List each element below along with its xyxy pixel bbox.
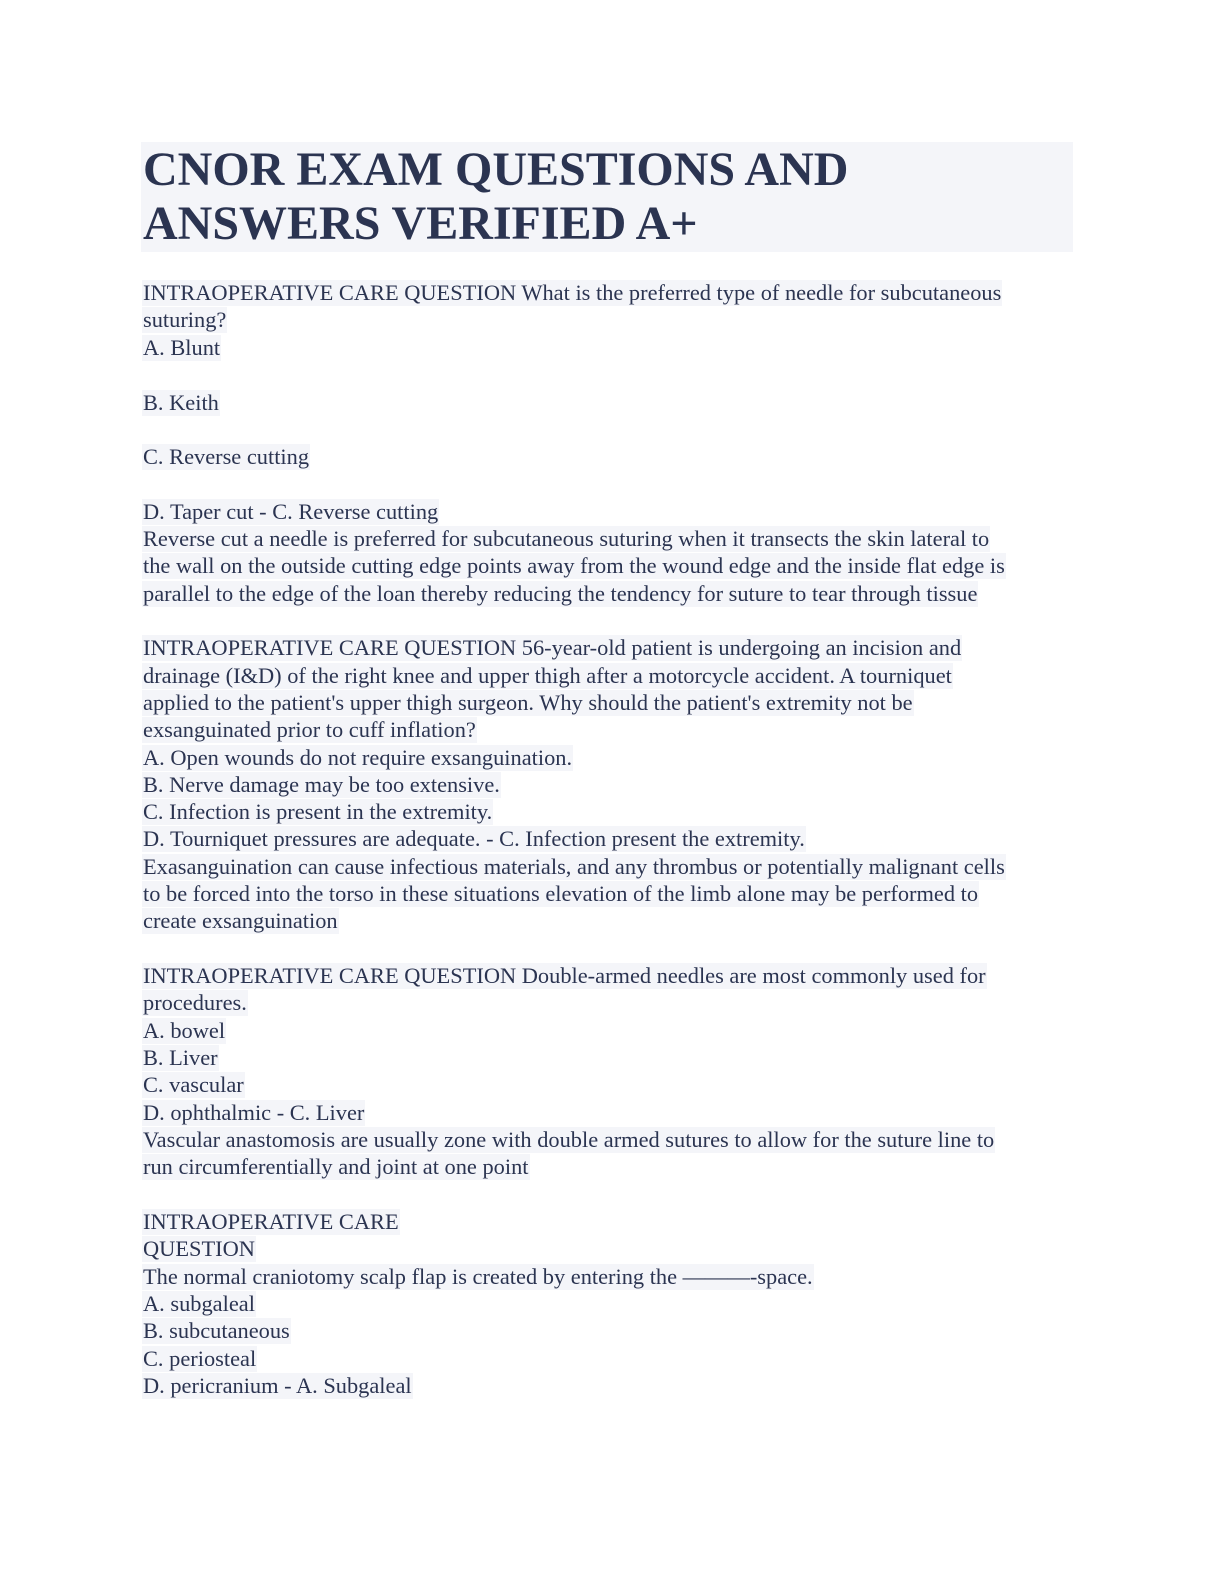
title-line-1: CNOR EXAM QUESTIONS AND [143, 143, 849, 196]
document-title [141, 142, 1073, 252]
answer-option: A. Open wounds do not require exsanguination. [143, 745, 573, 770]
explanation-text: create exsanguination [143, 908, 338, 933]
title-line-2: ANSWERS VERIFIED A+ [143, 197, 698, 250]
explanation-text: parallel to the edge of the loan thereby reducing the tendency for suture to tear through tissue [143, 581, 978, 606]
answer-option: D. pericranium - A. Subgaleal [143, 1373, 412, 1398]
question-text: drainage (I&D) of the right knee and upper thigh after a motorcycle accident. A tourniquet [143, 663, 952, 688]
answer-option: A. bowel [143, 1018, 226, 1043]
explanation-text: Reverse cut a needle is preferred for subcutaneous suturing when it transects the skin lateral to [143, 526, 990, 551]
question-text: INTRAOPERATIVE CARE QUESTION 56-year-old patient is undergoing an incision and [143, 635, 962, 660]
explanation-text: Exasanguination can cause infectious materials, and any thrombus or potentially malignant cells [143, 854, 1005, 879]
answer-option: D. Tourniquet pressures are adequate. - C. Infection present the extremity. [143, 826, 805, 851]
answer-option: C. vascular [143, 1072, 244, 1097]
question-text: INTRAOPERATIVE CARE QUESTION Double-armed needles are most commonly used for [143, 963, 986, 988]
answer-option: B. Nerve damage may be too extensive. [143, 772, 500, 797]
explanation-text: to be forced into the torso in these situations elevation of the limb alone may be performed to [143, 881, 979, 906]
question-text: suturing? [143, 307, 227, 332]
answer-option: A. Blunt [143, 335, 221, 360]
question-text: QUESTION [143, 1236, 255, 1261]
question-text: INTRAOPERATIVE CARE QUESTION What is the preferred type of needle for subcutaneous [143, 280, 1002, 305]
explanation-text: Vascular anastomosis are usually zone with double armed sutures to allow for the suture line to [143, 1127, 995, 1152]
question-text: exsanguinated prior to cuff inflation? [143, 717, 476, 742]
answer-option: C. Reverse cutting [143, 444, 310, 469]
answer-option: B. Liver [143, 1045, 218, 1070]
question-text: INTRAOPERATIVE CARE [143, 1209, 399, 1234]
answer-option: B. subcutaneous [143, 1318, 290, 1343]
question-text: applied to the patient's upper thigh surgeon. Why should the patient's extremity not be [143, 690, 913, 715]
question-text: procedures. [143, 990, 247, 1015]
answer-option: A. subgaleal [143, 1291, 255, 1316]
explanation-text: the wall on the outside cutting edge points away from the wound edge and the inside flat edge is [143, 553, 1005, 578]
answer-option: B. Keith [143, 390, 219, 415]
explanation-text: run circumferentially and joint at one point [143, 1154, 529, 1179]
question-text: The normal craniotomy scalp flap is created by entering the ———-space. [143, 1264, 813, 1289]
answer-option: C. periosteal [143, 1346, 257, 1371]
answer-option: C. Infection is present in the extremity. [143, 799, 493, 824]
answer-option: D. Taper cut - C. Reverse cutting [143, 499, 439, 524]
answer-option: D. ophthalmic - C. Liver [143, 1100, 365, 1125]
